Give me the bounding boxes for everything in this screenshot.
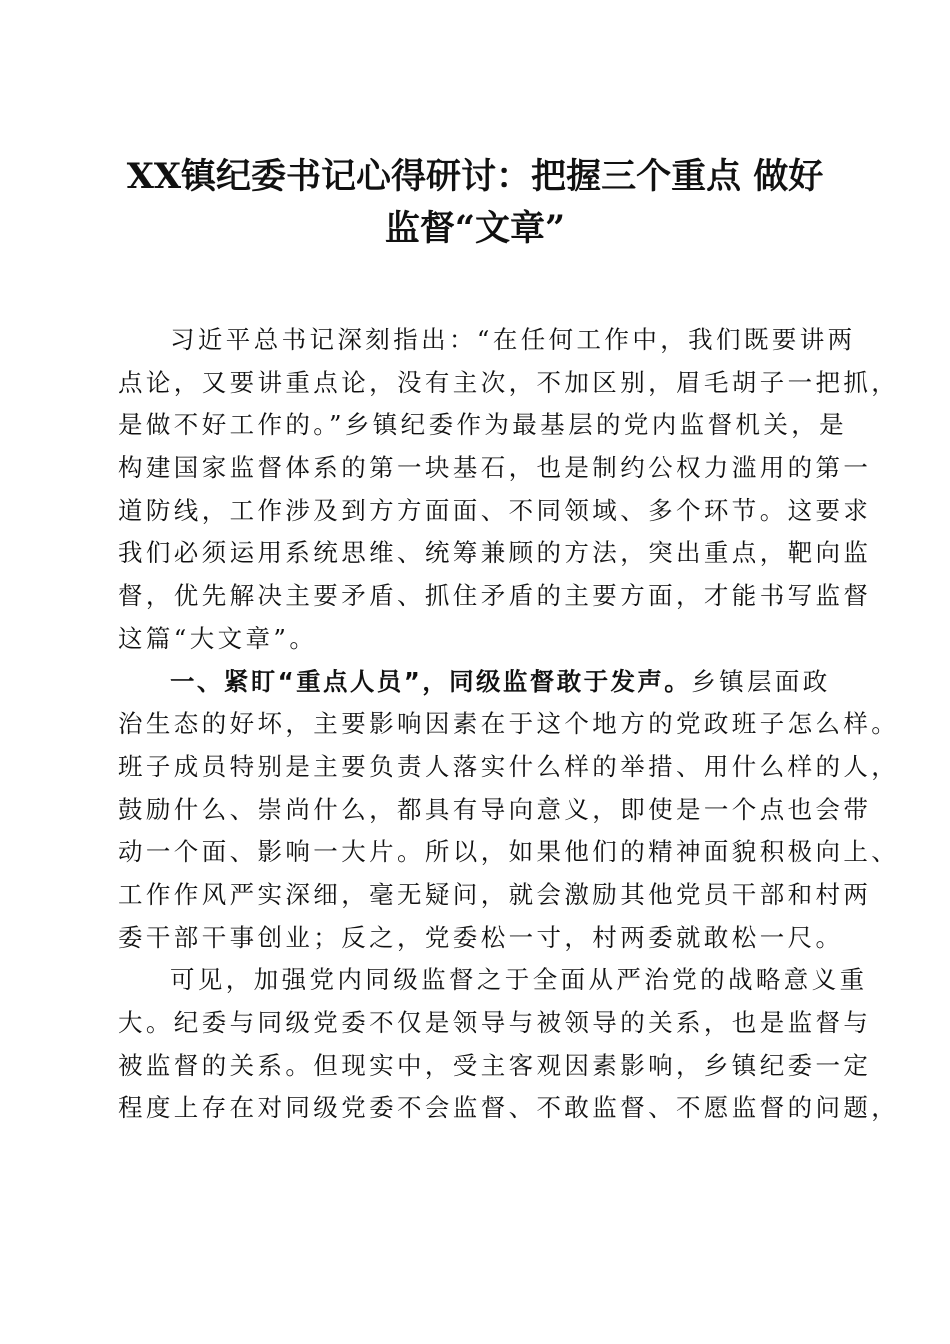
paragraph-line: 我们必须运用系统思维、统筹兼顾的方法，突出重点，靶向监 [118,538,872,568]
title-line: XX镇纪委书记心得研讨：把握三个重点 做好 [126,156,824,197]
paragraph-line: 道防线，工作涉及到方方面面、不同领域、多个环节。这要求 [118,495,872,525]
paragraph-line: 被监督的关系。但现实中，受主客观因素影响，乡镇纪委一定 [118,1050,872,1080]
document-title [100,151,850,255]
paragraph-line: 习近平总书记深刻指出：“在任何工作中，我们既要讲两 [170,325,856,354]
paragraph-line: 动一个面、影响一大片。所以，如果他们的精神面貌积极向上、 [118,837,900,867]
paragraph-line: 治生态的好坏，主要影响因素在于这个地方的党政班子怎么样。 [118,709,900,739]
paragraph-line: 这篇“大文章”。 [118,623,318,653]
paragraph-line: 委干部干事创业；反之，党委松一寸，村两委就敢松一尺。 [118,922,844,952]
paragraph-line: 点论，又要讲重点论，没有主次，不加区别，眉毛胡子一把抓， [118,367,900,397]
paragraph-line: 工作作风严实深细，毫无疑问，就会激励其他党员干部和村两 [118,879,872,909]
paragraph-line: 是做不好工作的。”乡镇纪委作为最基层的党内监督机关，是 [118,410,848,440]
paragraph-line: 构建国家监督体系的第一块基石，也是制约公权力滥用的第一 [118,453,872,483]
section-heading-line [118,661,838,704]
paragraph-line: 程度上存在对同级党委不会监督、不敢监督、不愿监督的问题， [118,1093,900,1123]
section-heading: 一、紧盯“重点人员”，同级监督敢于发声。 [170,666,692,696]
paragraph-text: 乡镇层面政 [691,666,831,696]
paragraph-line: 可见，加强党内同级监督之于全面从严治党的战略意义重 [170,965,868,995]
paragraph-line: 班子成员特别是主要负责人落实什么样的举措、用什么样的人， [118,751,900,781]
paragraph-line: 鼓励什么、崇尚什么，都具有导向意义，即使是一个点也会带 [118,794,872,824]
document-body [118,319,900,1130]
paragraph-line: 大。纪委与同级党委不仅是领导与被领导的关系，也是监督与 [118,1008,872,1037]
title-line: 监督“文章” [384,208,566,249]
paragraph-line: 督，优先解决主要矛盾、抓住矛盾的主要方面，才能书写监督 [118,581,872,611]
